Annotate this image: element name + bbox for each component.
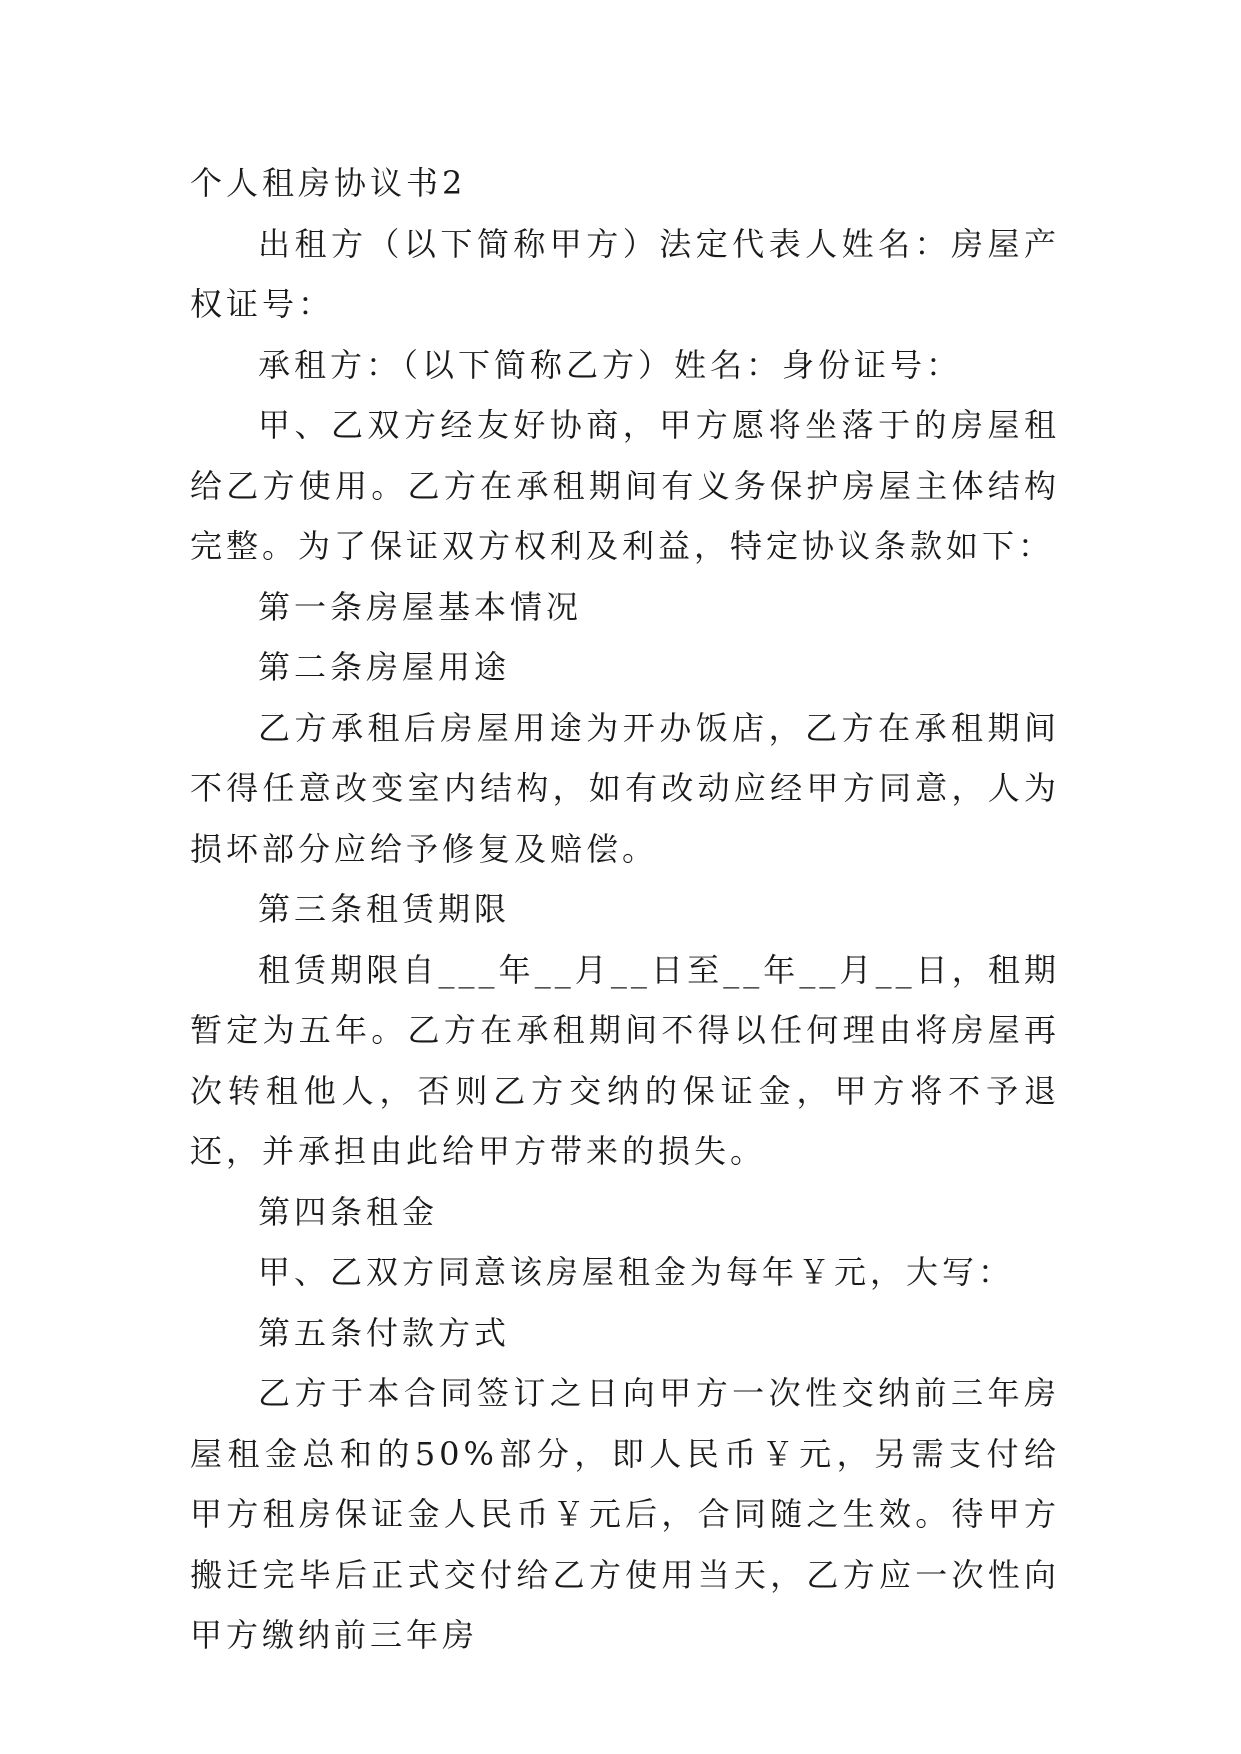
section-heading-2: 第二条房屋用途: [258, 648, 511, 686]
document-title: 个人租房协议书2: [190, 164, 467, 202]
paragraph-usage: 乙方承租后房屋用途为开办饭店，乙方在承租期间不得任意改变室内结构，如有改动应经甲方同意，人为损坏部分应给予修复及赔偿。: [190, 708, 1060, 868]
section-heading-5: 第五条付款方式: [258, 1313, 511, 1352]
section-heading-1: 第一条房屋基本情况: [258, 587, 583, 626]
section-heading-4: 第四条租金: [258, 1192, 439, 1231]
paragraph-term: 租赁期限自___年__月__日至__年__月__日，租期暂定为五年。乙方在承租期间不得以任何理由将房屋再次转租他人，否则乙方交纳的保证金，甲方将不予退还，并承担由此给甲方带来的损失。: [190, 950, 1060, 1170]
paragraph-lessee: 承租方：（以下简称乙方）姓名：身份证号：: [258, 345, 963, 384]
document-body: [190, 153, 1060, 1666]
paragraph-preamble: 甲、乙双方经友好协商，甲方愿将坐落于的房屋租给乙方使用。乙方在承租期间有义务保护房屋主体结构完整。为了保证双方权利及利益，特定协议条款如下：: [190, 406, 1060, 565]
paragraph-rent: 甲、乙双方同意该房屋租金为每年￥元，大写：: [258, 1253, 1015, 1291]
paragraph-lessor: 出租方（以下简称甲方）法定代表人姓名：房屋产权证号：: [190, 224, 1060, 323]
section-heading-3: 第三条租赁期限: [258, 890, 511, 928]
paragraph-payment: 乙方于本合同签订之日向甲方一次性交纳前三年房屋租金总和的50%部分，即人民币￥元，另需支付给甲方租房保证金人民币￥元后，合同随之生效。待甲方搬迁完毕后正式交付给乙方使用当天，乙方应一次性向甲方缴纳前三年房: [190, 1374, 1060, 1654]
